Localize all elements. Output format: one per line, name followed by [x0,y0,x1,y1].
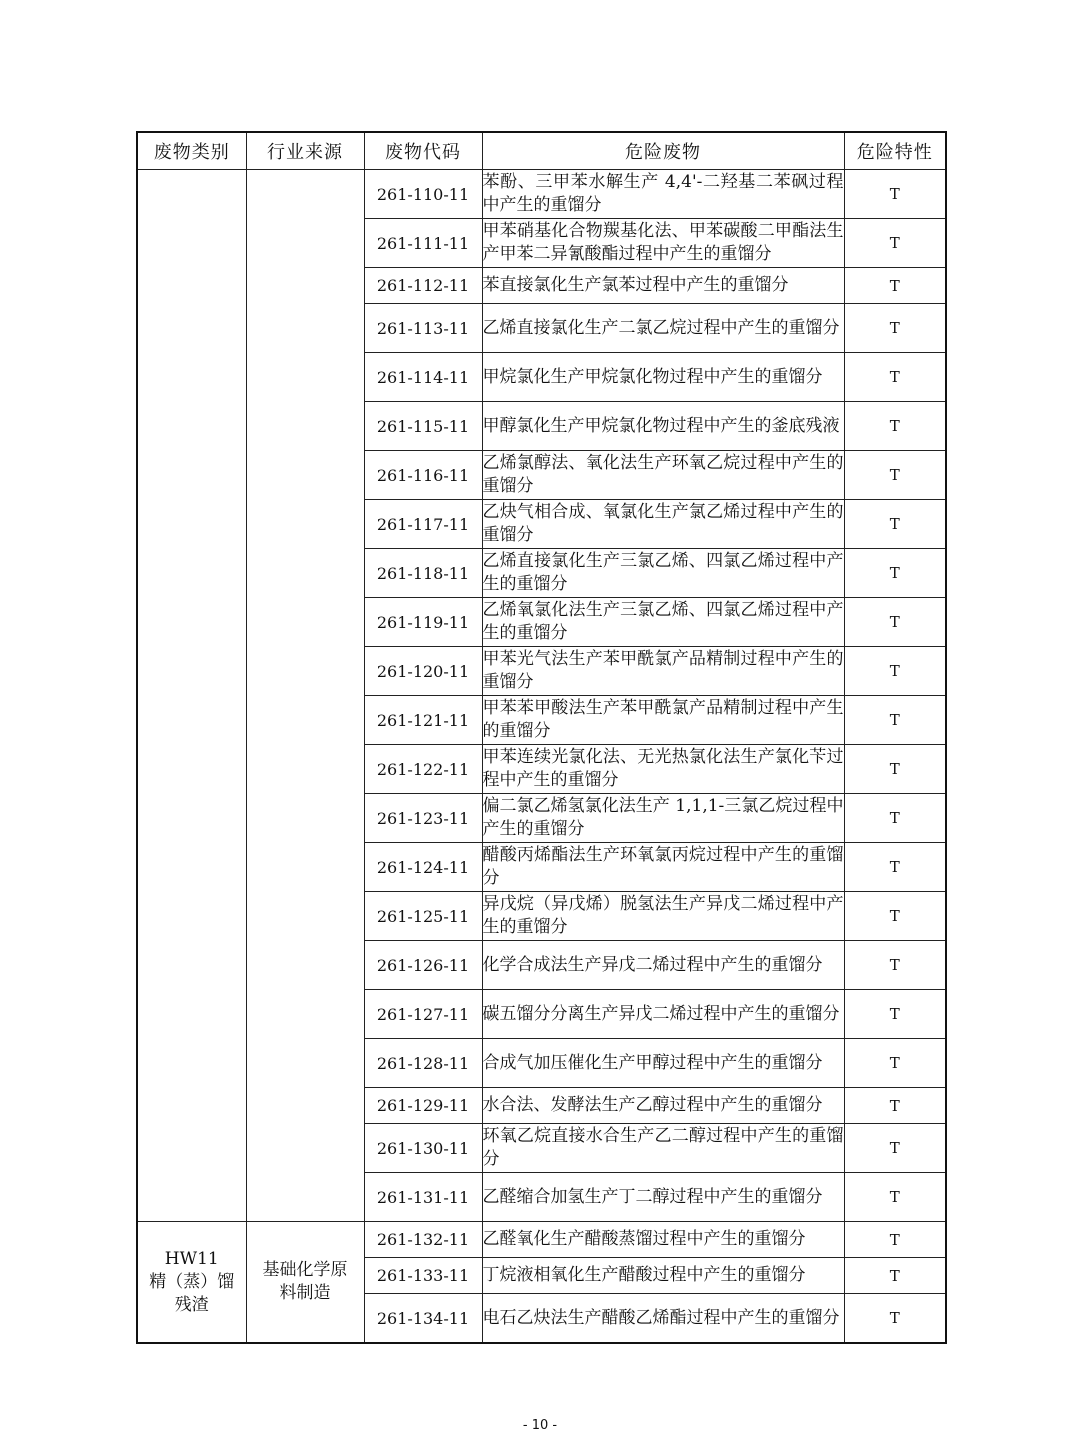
waste-description: 电石乙炔法生产醋酸乙烯酯过程中产生的重馏分 [482,1294,844,1344]
hazard-characteristic: T [844,304,946,353]
hazard-characteristic: T [844,990,946,1039]
waste-description: 碳五馏分分离生产异戊二烯过程中产生的重馏分 [482,990,844,1039]
category-cell-empty [137,170,246,1222]
waste-code: 261-122-11 [364,745,482,794]
waste-code: 261-111-11 [364,219,482,268]
waste-description: 甲苯连续光氯化法、无光热氯化法生产氯化苄过程中产生的重馏分 [482,745,844,794]
hazard-characteristic: T [844,1124,946,1173]
waste-code: 261-132-11 [364,1222,482,1258]
hazardous-waste-table [136,131,947,1344]
waste-code: 261-123-11 [364,794,482,843]
hazard-characteristic: T [844,843,946,892]
waste-description: 异戊烷（异戊烯）脱氢法生产异戊二烯过程中产生的重馏分 [482,892,844,941]
header-code: 废物代码 [364,132,482,170]
source-line1: 基础化学原 [262,1260,348,1280]
waste-description: 乙烯氯醇法、氧化法生产环氧乙烷过程中产生的重馏分 [482,451,844,500]
category-code: HW11 [164,1248,219,1269]
waste-code: 261-128-11 [364,1039,482,1088]
waste-description: 水合法、发酵法生产乙醇过程中产生的重馏分 [482,1088,844,1124]
waste-code: 261-129-11 [364,1088,482,1124]
waste-description: 甲醇氯化生产甲烷氯化物过程中产生的釜底残液 [482,402,844,451]
waste-code: 261-110-11 [364,170,482,219]
waste-code: 261-112-11 [364,268,482,304]
waste-description: 化学合成法生产异戊二烯过程中产生的重馏分 [482,941,844,990]
waste-description: 丁烷液相氧化生产醋酸过程中产生的重馏分 [482,1258,844,1294]
waste-description: 乙醛氧化生产醋酸蒸馏过程中产生的重馏分 [482,1222,844,1258]
hazard-characteristic: T [844,1088,946,1124]
hazard-characteristic: T [844,549,946,598]
waste-description: 乙烯直接氯化生产二氯乙烷过程中产生的重馏分 [482,304,844,353]
header-category: 废物类别 [137,132,246,170]
hazard-characteristic: T [844,1294,946,1344]
waste-code: 261-115-11 [364,402,482,451]
waste-description: 乙烯氧氯化法生产三氯乙烯、四氯乙烯过程中产生的重馏分 [482,598,844,647]
waste-description: 甲苯硝基化合物羰基化法、甲苯碳酸二甲酯法生产甲苯二异氰酸酯过程中产生的重馏分 [482,219,844,268]
waste-description: 醋酸丙烯酯法生产环氧氯丙烷过程中产生的重馏分 [482,843,844,892]
source-cell-empty [246,170,364,1222]
hazard-characteristic: T [844,745,946,794]
waste-description: 环氧乙烷直接水合生产乙二醇过程中产生的重馏分 [482,1124,844,1173]
waste-code: 261-124-11 [364,843,482,892]
waste-code: 261-134-11 [364,1294,482,1344]
industry-source-cell [246,1222,364,1344]
category-name-line1: 精（蒸）馏 [149,1271,235,1292]
hazard-characteristic: T [844,1222,946,1258]
source-line2: 料制造 [279,1283,331,1303]
table-row [137,170,946,219]
page-number: - 10 - [522,1418,558,1433]
waste-code: 261-127-11 [364,990,482,1039]
hazard-characteristic: T [844,451,946,500]
hazard-characteristic: T [844,402,946,451]
hazard-characteristic: T [844,647,946,696]
hazard-characteristic: T [844,500,946,549]
waste-description: 乙醛缩合加氢生产丁二醇过程中产生的重馏分 [482,1173,844,1222]
waste-code: 261-114-11 [364,353,482,402]
hazard-characteristic: T [844,219,946,268]
waste-code: 261-125-11 [364,892,482,941]
hazard-characteristic: T [844,696,946,745]
waste-description: 乙烯直接氯化生产三氯乙烯、四氯乙烯过程中产生的重馏分 [482,549,844,598]
waste-category-cell [137,1222,246,1344]
hazard-characteristic: T [844,941,946,990]
table-row [137,1222,946,1258]
waste-description: 苯酚、三甲苯水解生产 4,4'-二羟基二苯砜过程中产生的重馏分 [482,170,844,219]
hazard-characteristic: T [844,268,946,304]
waste-code: 261-116-11 [364,451,482,500]
header-source: 行业来源 [246,132,364,170]
waste-code: 261-119-11 [364,598,482,647]
waste-description: 苯直接氯化生产氯苯过程中产生的重馏分 [482,268,844,304]
hazard-characteristic: T [844,794,946,843]
waste-description: 偏二氯乙烯氢氯化法生产 1,1,1-三氯乙烷过程中产生的重馏分 [482,794,844,843]
waste-code: 261-130-11 [364,1124,482,1173]
waste-code: 261-120-11 [364,647,482,696]
hazard-characteristic: T [844,1173,946,1222]
header-waste: 危险废物 [482,132,844,170]
waste-description: 合成气加压催化生产甲醇过程中产生的重馏分 [482,1039,844,1088]
waste-code: 261-126-11 [364,941,482,990]
hazard-characteristic: T [844,170,946,219]
waste-description: 甲烷氯化生产甲烷氯化物过程中产生的重馏分 [482,353,844,402]
waste-code: 261-117-11 [364,500,482,549]
waste-description: 乙炔气相合成、氧氯化生产氯乙烯过程中产生的重馏分 [482,500,844,549]
waste-code: 261-118-11 [364,549,482,598]
header-characteristic: 危险特性 [844,132,946,170]
hazard-characteristic: T [844,353,946,402]
hazard-characteristic: T [844,598,946,647]
waste-description: 甲苯苯甲酸法生产苯甲酰氯产品精制过程中产生的重馏分 [482,696,844,745]
waste-code: 261-113-11 [364,304,482,353]
hazard-characteristic: T [844,892,946,941]
hazard-characteristic: T [844,1039,946,1088]
table-header-row [137,132,946,170]
waste-description: 甲苯光气法生产苯甲酰氯产品精制过程中产生的重馏分 [482,647,844,696]
waste-code: 261-133-11 [364,1258,482,1294]
waste-code: 261-121-11 [364,696,482,745]
waste-code: 261-131-11 [364,1173,482,1222]
category-name-line2: 残渣 [174,1294,209,1315]
hazard-characteristic: T [844,1258,946,1294]
